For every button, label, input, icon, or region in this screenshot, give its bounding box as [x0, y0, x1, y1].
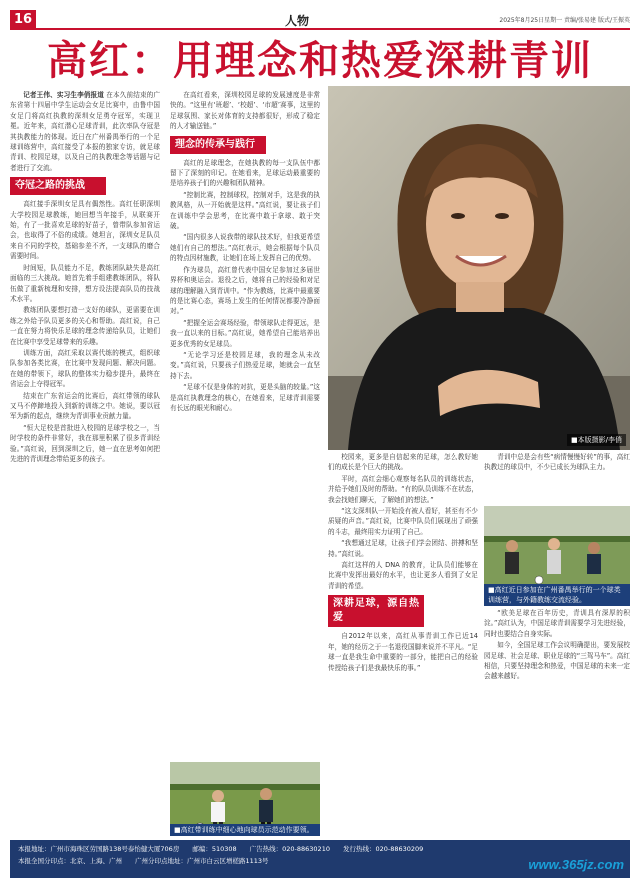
- paragraph: 教练团队要想打造一支好的球队，更需要在训练之外给予队员更多的关心和帮助。高红说，自己一直在努力将快乐足球的理念传递给队员，让她们在比赛中享受足球带来的乐趣。: [10, 306, 160, 346]
- article-column-2: [170, 90, 320, 758]
- watermark: www.365jz.com: [528, 857, 624, 872]
- paragraph: “恒大足校是首批进入校园的足球学校之一，当时学校的条件非常好，我在那里积累了很多青训经验。”高红说，回到深圳之后，她一直在思考如何把先进的青训理念带给更多的孩子。: [10, 423, 160, 463]
- training-photo: [170, 762, 320, 836]
- subhead-challenge: 夺冠之路的挑战: [10, 177, 106, 195]
- paragraph: “我想通过足球，让孩子们学会团结、拼搏和坚持。”高红说。: [328, 539, 478, 558]
- camp-photo: [484, 506, 630, 606]
- article-column-3: [328, 452, 478, 836]
- article-column-1: [10, 90, 160, 832]
- paragraph: “欧美足球在百年历史，青训具有深厚的积淀。”高红认为，中国足球青训需要学习先进经验，同时也要结合自身实际。: [484, 609, 630, 638]
- paragraph: “无论学习还是校园足球，我的理念从未改变。”高红说，只要孩子们热爱足球，她就会一直坚持下去。: [170, 350, 320, 380]
- paragraph: 青训中总是会有些“病情慢慢好转”的事，高红执教过的球员中，不少已成长为球队主力。: [484, 453, 630, 472]
- footer: [10, 840, 630, 878]
- paragraph: 如今，全国足球工作会议明确提出，要发展校园足球、社会足球、职业足球的“三驾马车”。高红相信，只要坚持理念和热爱，中国足球的未来一定会越来越好。: [484, 641, 630, 681]
- paragraph: “控制比赛，控制球权，控制对手，这是我的执教风格，从一开始就是这样。”高红说，要让孩子们在训练中学会思考，在比赛中敢于拿球、敢于突破。: [170, 190, 320, 231]
- page-number: 16: [10, 10, 36, 30]
- paragraph: 结束在广东省运会的比赛后，高红带领的球队又马不停蹄地投入到新的训练之中。她说，要以冠军为新的起点，继续为青训事业贡献力量。: [10, 391, 160, 421]
- paragraph: 校园来，更多是自信起来的足球，怎么教好她们的成长是个巨大的挑战。: [328, 453, 478, 472]
- paragraph: “把握全运会赛场经验，带领球队走得更远，是我一直以来的目标。”高红说，她希望自己能培养出更多优秀的女足球员。: [170, 318, 320, 348]
- portrait-image: [328, 86, 630, 450]
- caption-left: ■高红带训练中细心地向球员示范动作要领。: [170, 824, 320, 836]
- intro-text: 在本久前结束的广东省第十四届中学生运动会女足比赛中，由鲁中国女足门将高红执教的深圳女足勇夺冠军，实现卫冕。近年来，高红潜心足球青训，此次率队夺冠是其执教能力的体现。近日在广州番禺举行的一个足球训练营中，高红接受了本报的独家专访，就足球青训、校园足球，以及自己的执教理念等话题与记者进行了交流。: [10, 91, 160, 172]
- photo-credit: ■本版摄影/李俏: [567, 434, 626, 446]
- issue-info: 2025年8月25日星期一 责编/张易建 版式/王振英: [499, 17, 630, 24]
- paragraph: 训练方面，高红采取以赛代练的模式，组织球队参加各类比赛，在比赛中发现问题、解决问题。在她的带领下，球队的整体实力稳步提升，最终在省运会上夺得冠军。: [10, 348, 160, 389]
- footer-line-1: 本报地址：广州市海珠区劳国路138号泰怡健大厦706房 邮编：510308 广告热线：020-88630210 发行热线：020-88630209: [18, 845, 424, 853]
- paragraph: 平时，高红会细心观察每名队员的训练状态，并给予她们及时的帮助。“有的队员训练不在状态，我会找她们聊天，了解她们的想法。”: [328, 474, 478, 504]
- headline: 高红：用理念和热爱深耕青训: [47, 37, 593, 84]
- paragraph: 高红这样的人 DNA 的教育，让队员们能够在比赛中发挥出最好的水平，也让更多人看到了女足青训的希望。: [328, 561, 478, 590]
- page-header: [10, 10, 630, 30]
- paragraph: 高红接手深圳女足具有偶然性。高红任职深圳大学校园足球教练，她回想当年接手，从联赛开始，有了一批喜欢足球的好苗子，曾带队参加省运会，也取得了不俗的成绩。她坦言，深圳女足队员来自不同的学校，基础参差不齐，一支球队的磨合需要时间。: [10, 200, 160, 261]
- paragraph: 时间短，队员能力不足，教练团队缺失是高红面临的三大挑战。她首先着手组建教练团队，将队伍做了重新梳理和安排，想方设法提高队员的技战术水平。: [10, 263, 160, 303]
- paragraph: 在高红看来，深圳校园足球的发展速度是非常快的。“这里有‘班超’、‘校超’、‘市超’赛事，这里的足球氛围、家长对体育的支持都很好，形成了稳定的人才输送链。”: [170, 91, 320, 131]
- paragraph: “足球不仅是身体的对抗，更是头脑的较量。”这是高红执教理念的核心，在她看来，足球青训需要有长远的眼光和耐心。: [170, 383, 320, 412]
- byline: 记者王伟、实习生李俏报道: [23, 91, 105, 99]
- paragraph: 作为球员，高红曾代表中国女足参加过多届世界杯和奥运会。退役之后，她将自己的经验和对足球的理解融入到青训中。“作为教练，比赛中最重要的是比赛心态，赛场上发生的任何情况都要冷静面对。”: [170, 265, 320, 316]
- article-column-4: [484, 452, 630, 504]
- subhead-passion: 深耕足球，源自热爱: [328, 595, 424, 627]
- paragraph: 高红的足球理念，在她执教的每一支队伍中都留下了深刻的印记。在她看来，足球运动最重要的是培养孩子们的兴趣和团队精神。: [170, 158, 320, 188]
- subhead-philosophy: 理念的传承与践行: [170, 136, 266, 154]
- footer-line-2: 本报全国分印点：北京、上海、广州 广州分印点地址：广州市白云区增槎路1113号: [18, 857, 269, 865]
- portrait-photo: [328, 86, 630, 450]
- section-name: 人物: [285, 14, 310, 28]
- caption-right: ■高红近日参加在广州番禺举行的一个球类训练营，与外籍教练交流经验。: [484, 584, 630, 606]
- paragraph: 自2012年以来，高红从事青训工作已近14年，她的经历之于一名退役国脚来说并不平凡。“足球一直是我生命中重要的一部分，能把自己的经验传授给孩子们是我最快乐的事。”: [328, 632, 478, 672]
- paragraph: “国内很多人说我带的球队技术好，但我更希望她们有自己的想法。”高红表示，她会根据每个队员的特点因材施教，让她们在场上发挥自己的优势。: [170, 233, 320, 263]
- article-column-4-cont: [484, 608, 630, 836]
- paragraph: “这支深圳队一开始没有被人看好，甚至有不少质疑的声音。”高红说，比赛中队员们展现出了顽强的斗志，最终用实力证明了自己。: [328, 507, 478, 536]
